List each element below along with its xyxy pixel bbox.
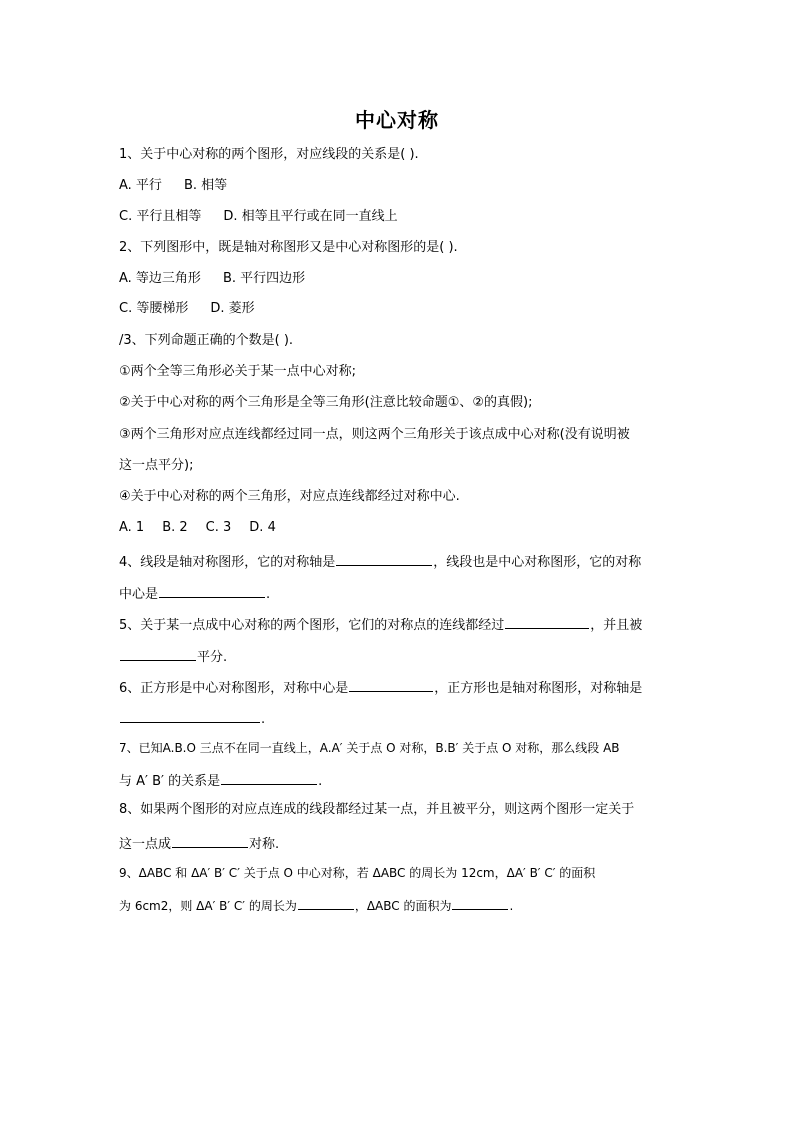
question-3-stem: /3、下列命题正确的个数是( ). xyxy=(119,333,294,348)
answer-blank[interactable] xyxy=(120,708,260,723)
question-3-option-b: B. 2 xyxy=(162,520,188,535)
question-3-statement-1: ①两个全等三角形必关于某一点中心对称; xyxy=(119,364,357,379)
question-3-statement-2: ②关于中心对称的两个三角形是全等三角形(注意比较命题①、②的真假); xyxy=(119,395,533,410)
question-4-line-1: 4、线段是轴对称图形，它的对称轴是 ，线段也是中心对称图形，它的对称 xyxy=(119,551,689,572)
question-5-line-1: 5、关于某一点成中心对称的两个图形，它们的对称点的连线都经过 ，并且被 xyxy=(119,614,689,635)
question-2-options-row-2 xyxy=(119,300,689,318)
question-1-option-c: C. 平行且相等 xyxy=(119,209,202,224)
question-8-line-2: 这一点成 对称. xyxy=(119,833,689,854)
question-2-option-d: D. 菱形 xyxy=(210,301,255,316)
answer-blank[interactable] xyxy=(336,551,432,566)
question-3-statement-4: ④关于中心对称的两个三角形，对应点连线都经过对称中心. xyxy=(119,489,460,504)
question-3-option-c: C. 3 xyxy=(205,520,232,535)
question-2-option-c: C. 等腰梯形 xyxy=(119,301,189,316)
question-2-option-a: A. 等边三角形 xyxy=(119,271,201,286)
answer-blank[interactable] xyxy=(120,646,196,661)
question-1-stem: 1、关于中心对称的两个图形，对应线段的关系是( ). xyxy=(119,147,419,162)
answer-blank[interactable] xyxy=(505,614,589,629)
question-1-options-row-2 xyxy=(119,208,689,226)
question-5-line-2: 平分. xyxy=(119,646,689,667)
question-2-options-row-1 xyxy=(119,270,689,288)
question-6-line-2: . xyxy=(119,708,689,729)
question-8-line-1: 8、如果两个图形的对应点连成的线段都经过某一点，并且被平分，则这两个图形一定关于 xyxy=(119,802,635,817)
question-2-stem: 2、下列图形中，既是轴对称图形又是中心对称图形的是( ). xyxy=(119,240,458,255)
answer-blank[interactable] xyxy=(298,895,354,910)
question-1-option-a: A. 平行 xyxy=(119,178,162,193)
question-3-option-d: D. 4 xyxy=(249,520,276,535)
question-4-line-2: 中心是 . xyxy=(119,583,689,604)
question-7-line-1: 7、已知A.B.O 三点不在同一直线上，A.A′ 关于点 O 对称，B.B′ 关于点 O 对称，那么线段 AB xyxy=(119,741,620,755)
question-2-option-b: B. 平行四边形 xyxy=(222,271,306,286)
question-3-option-a: A. 1 xyxy=(119,520,145,535)
answer-blank[interactable] xyxy=(452,895,508,910)
answer-blank[interactable] xyxy=(221,770,317,785)
answer-blank[interactable] xyxy=(172,833,248,848)
question-1-options-row-1 xyxy=(119,177,689,195)
answer-blank[interactable] xyxy=(159,583,265,598)
question-7-line-2: 与 A′ B′ 的关系是 . xyxy=(119,770,689,791)
question-3-statement-3: ③两个三角形对应点连线都经过同一点，则这两个三角形关于该点成中心对称(没有说明被 xyxy=(119,427,630,442)
question-9-line-2: 为 6cm2，则 ΔA′ B′ C′ 的周长为 ，ΔABC 的面积为 . xyxy=(119,895,689,915)
question-9-line-1: 9、ΔABC 和 ΔA′ B′ C′ 关于点 O 中心对称，若 ΔABC 的周长为 12cm，ΔA′ B′ C′ 的面积 xyxy=(119,866,596,880)
question-3-statement-3-continued: 这一点平分); xyxy=(119,458,194,473)
question-3-options xyxy=(119,519,689,537)
answer-blank[interactable] xyxy=(349,677,433,692)
question-6-line-1: 6、正方形是中心对称图形，对称中心是 ，正方形也是轴对称图形，对称轴是 xyxy=(119,677,689,698)
question-1-option-d: D. 相等且平行或在同一直线上 xyxy=(223,209,398,224)
page-title: 中心对称 xyxy=(355,108,439,132)
question-1-option-b: B. 相等 xyxy=(183,178,228,193)
